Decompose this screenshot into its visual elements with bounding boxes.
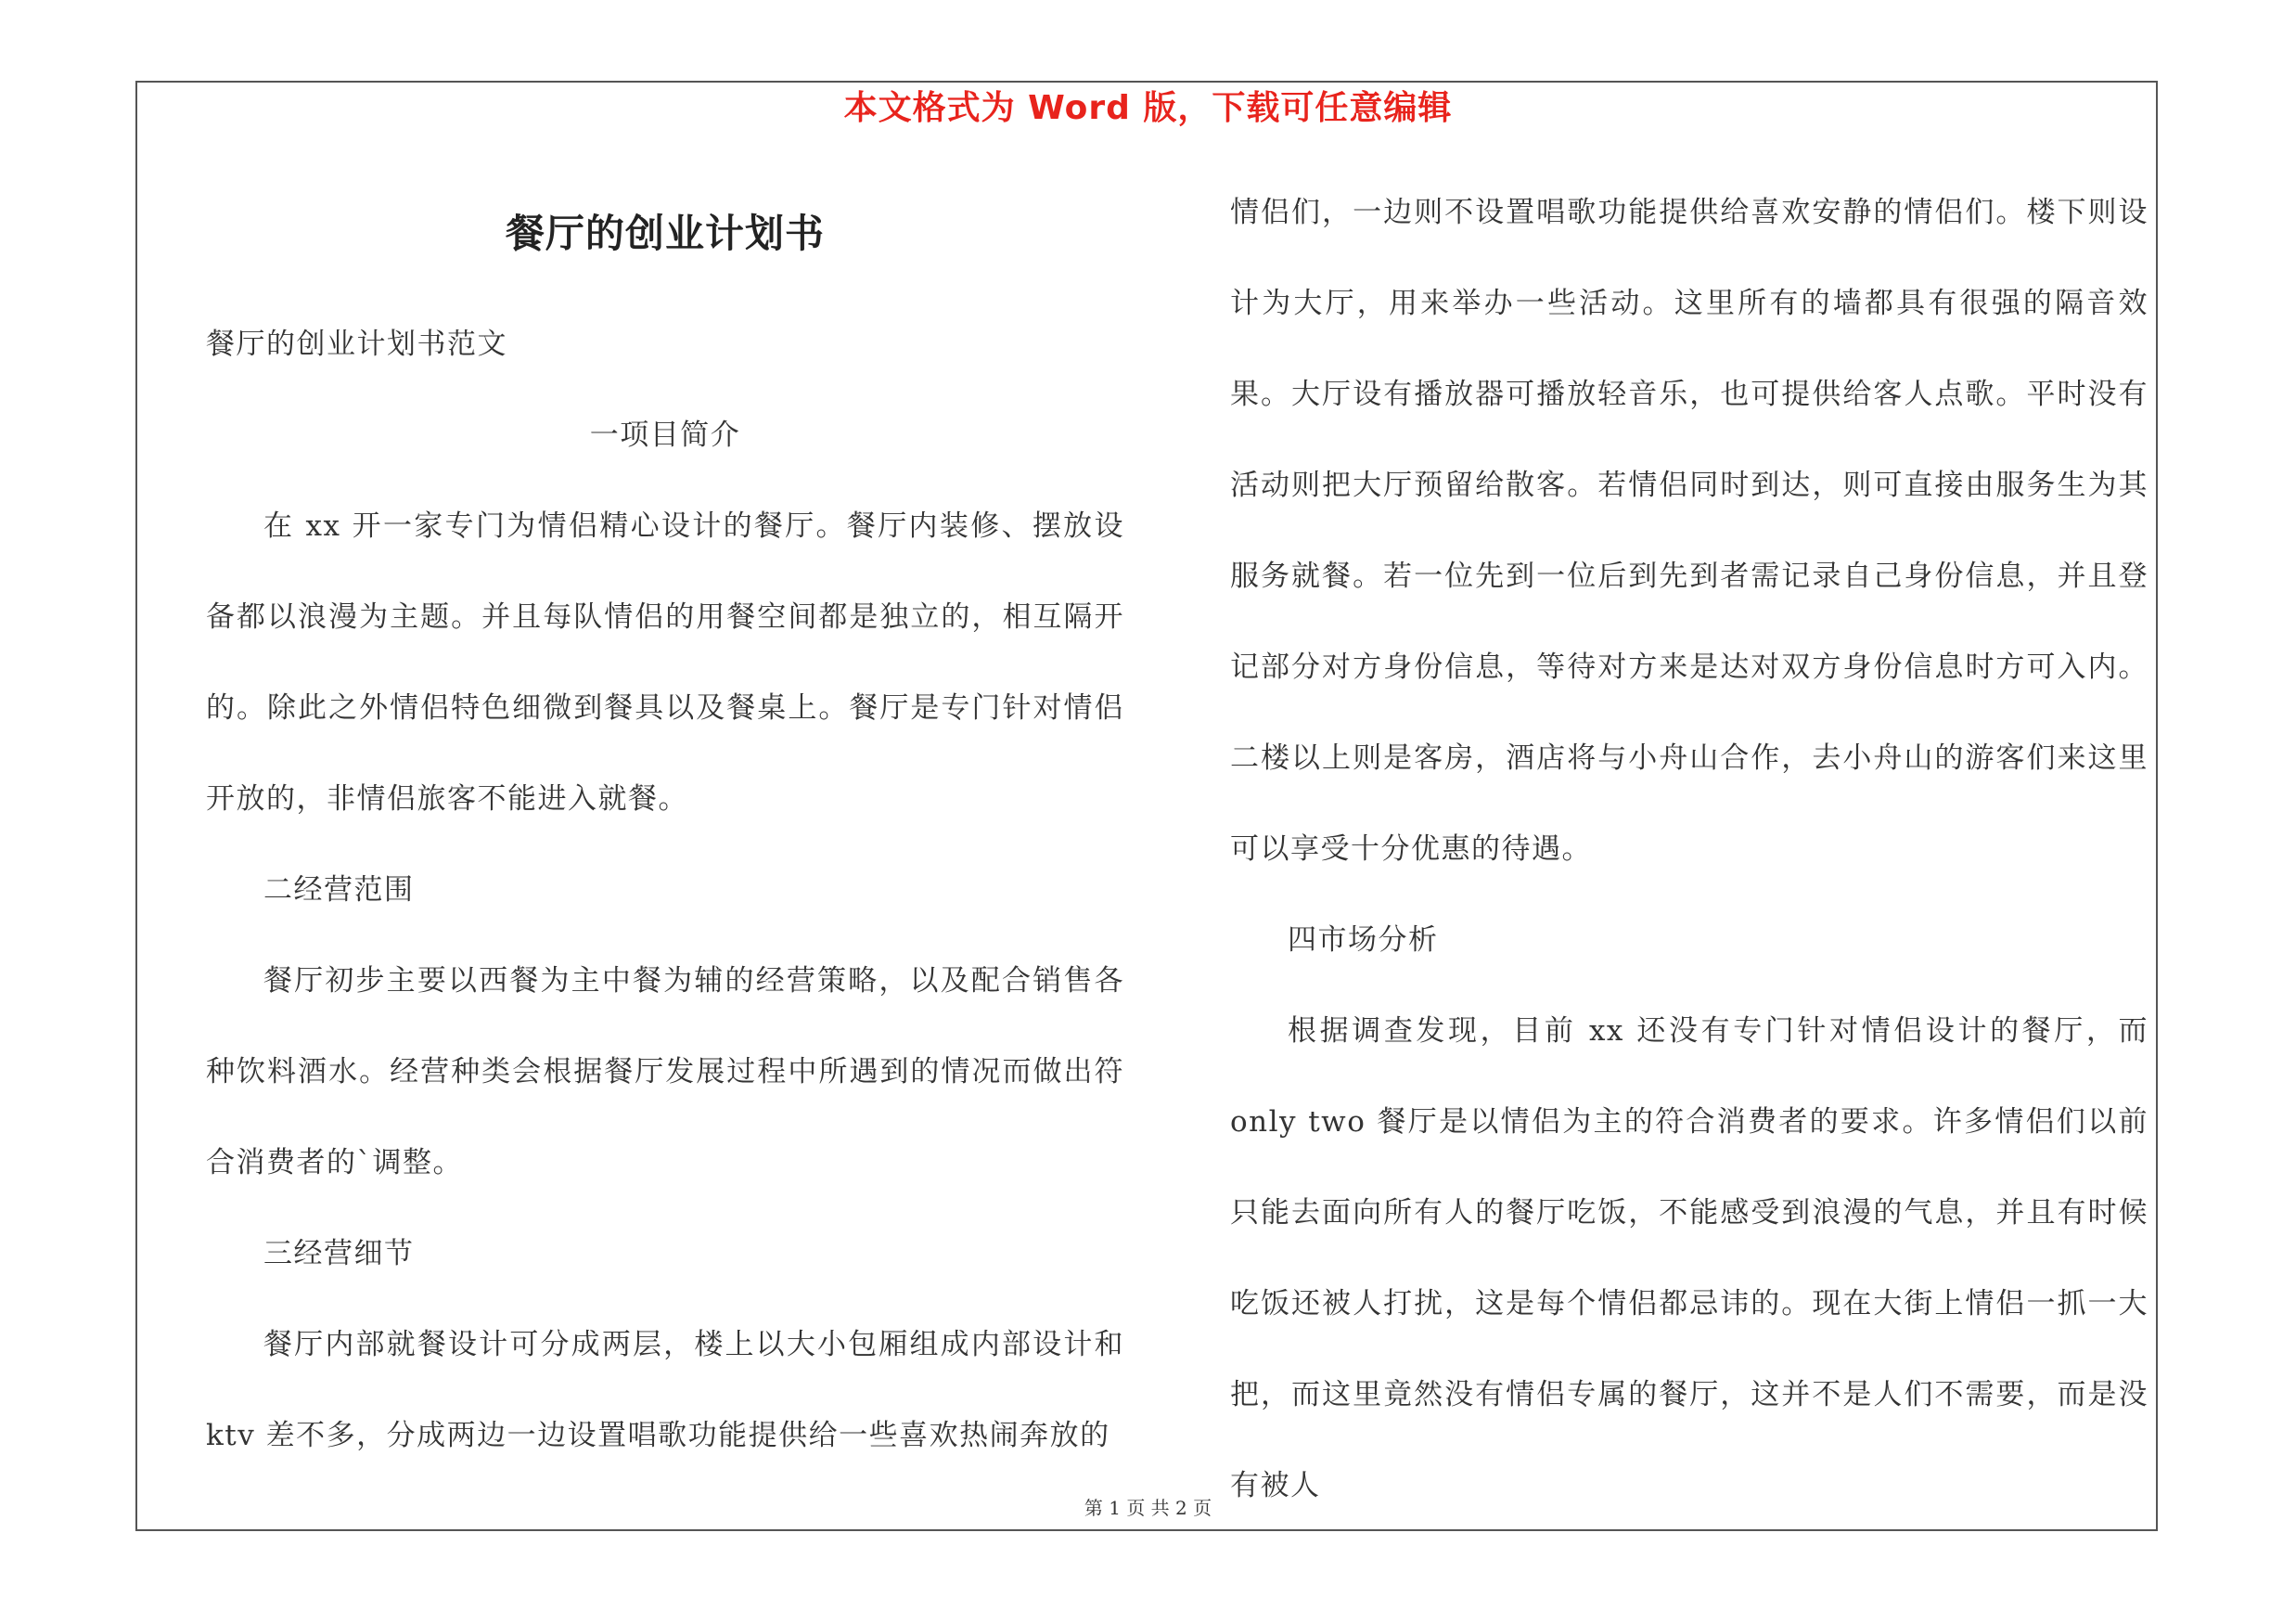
- section-heading-scope: 二经营范围: [263, 873, 415, 907]
- document-title: 餐厅的创业计划书: [505, 211, 825, 256]
- left-column: [206, 167, 1124, 1481]
- right-column: [1230, 167, 2148, 1531]
- format-banner: 本文格式为 Word 版，下载可任意编辑: [843, 89, 1453, 127]
- section-body-scope: 餐厅初步主要以西餐为主中餐为辅的经营策略，以及配合销售各种饮料酒水。经营种类会根据餐厅发展过程中所遇到的情况而做出符合消费者的`调整。: [206, 964, 1124, 1179]
- section-body-details-part1: 餐厅内部就餐设计可分成两层，楼上以大小包厢组成内部设计和 ktv 差不多，分成两边一边设置唱歌功能提供给一些喜欢热闹奔放的: [206, 1328, 1124, 1452]
- page-number: 第 1 页 共 2 页: [1084, 1497, 1212, 1519]
- section-body-intro: 在 xx 开一家专门为情侣精心设计的餐厅。餐厅内装修、摆放设备都以浪漫为主题。并且每队情侣的用餐空间都是独立的，相互隔开的。除此之外情侣特色细微到餐具以及餐桌上。餐厅是专门针对情侣开放的，非情侣旅客不能进入就餐。: [206, 509, 1124, 816]
- section-body-market: 根据调查发现，目前 xx 还没有专门针对情侣设计的餐厅，而 only two 餐厅是以情侣为主的符合消费者的要求。许多情侣们以前只能去面向所有人的餐厅吃饭，不能感受到浪漫的气息，并且有时候吃饭还被人打扰，这是每个情侣都忌讳的。现在大街上情侣一抓一大把，而这里竟然没有情侣专属的餐厅，这并不是人们不需要，而是没有被人: [1230, 1014, 2148, 1502]
- section-body-details-part2: 情侣们，一边则不设置唱歌功能提供给喜欢安静的情侣们。楼下则设计为大厅，用来举办一些活动。这里所有的墙都具有很强的隔音效果。大厅设有播放器可播放轻音乐，也可提供给客人点歌。平时没有活动则把大厅预留给散客。若情侣同时到达，则可直接由服务生为其服务就餐。若一位先到一位后到先到者需记录自己身份信息，并且登记部分对方身份信息，等待对方来是达对双方身份信息时方可入内。二楼以上则是客房，酒店将与小舟山合作，去小舟山的游客们来这里可以享受十分优惠的待遇。: [1230, 196, 2148, 866]
- section-heading-market: 四市场分析: [1288, 923, 1439, 957]
- section-heading-details: 三经营细节: [263, 1237, 415, 1270]
- section-heading-intro: 一项目简介: [589, 419, 741, 452]
- document-subtitle: 餐厅的创业计划书范文: [206, 328, 507, 361]
